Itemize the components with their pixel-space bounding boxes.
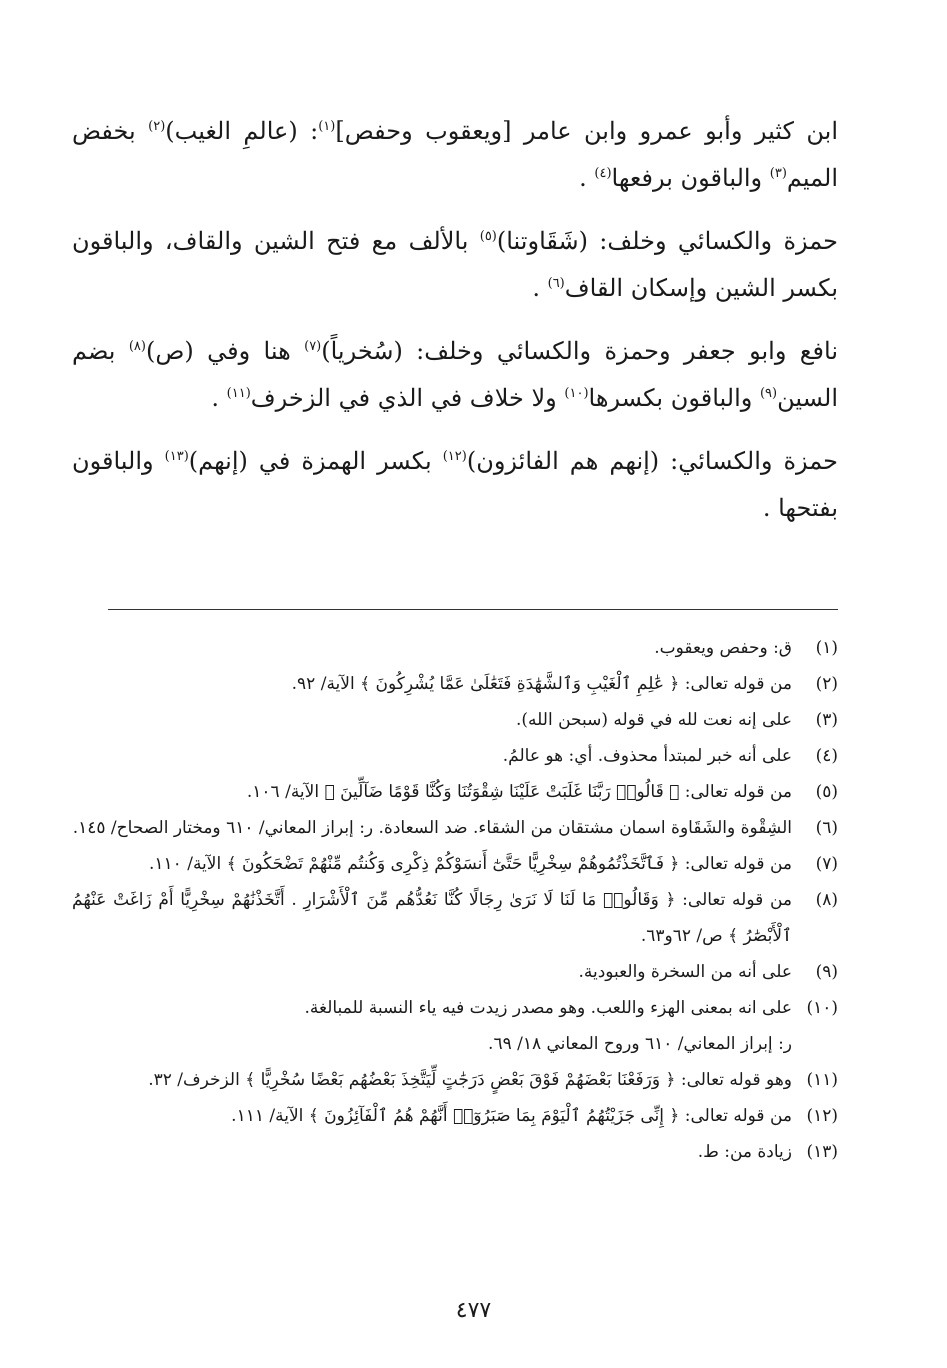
paragraph-text: نافع وابو جعفر وحمزة والكسائي وخلف: (سُخرياً) <box>321 337 839 365</box>
paragraph-text: حمزة والكسائي وخلف: (شَقَاوتنا) <box>496 227 838 255</box>
paragraph-text: والباقون بكسرها <box>588 384 760 412</box>
footnote <box>72 810 838 846</box>
footnote-line: من قوله تعالى: ﴿ إِنِّى جَزَيْتُهُمُ ٱلْيَوْمَ بِمَا صَبَرُوٓا۟ أَنَّهُمْ هُمُ ٱلْفَآئِزُونَ ﴾ الآية/ ١١١. <box>231 1106 792 1126</box>
footnote-reference: (٤) <box>594 166 612 181</box>
footnote-text <box>72 1098 792 1134</box>
footnote <box>72 990 838 1062</box>
footnote-text <box>72 882 792 954</box>
footnote <box>72 774 838 810</box>
footnote-line: من قوله تعالى: ﴿ فَٱتَّخَذْتُمُوهُمْ سِخْرِيًّا حَتَّىٰٓ أَنسَوْكُمْ ذِكْرِى وَكُنتُم مِّنْهُمْ تَضْحَكُونَ ﴾ الآية/ ١١٠. <box>149 854 792 874</box>
footnote-text <box>72 666 792 702</box>
paragraph-text: . <box>532 274 548 302</box>
footnote <box>72 630 838 666</box>
footnote-number: (٧) <box>815 854 838 874</box>
footnote-text <box>72 954 792 990</box>
paragraph-text: ولا خلاف في الذي في الزخرف <box>250 384 565 412</box>
footnote-number: (٨) <box>815 890 838 910</box>
footnote-number: (١٢) <box>806 1106 838 1126</box>
footnote-text <box>72 810 792 846</box>
footnote <box>72 1062 838 1098</box>
paragraph-text: والباقون برفعها <box>611 164 770 192</box>
paragraph-text: . <box>579 164 595 192</box>
footnote-number: (٤) <box>815 746 838 766</box>
footnote <box>72 666 838 702</box>
paragraph-text: ابن كثير وأبو عمرو وابن عامر [ويعقوب وحفص] <box>335 117 839 145</box>
paragraph <box>72 108 838 202</box>
footnote-line: من قوله تعالى: ﴿ وَقَالُوا۟ مَا لَنَا لَا نَرَىٰ رِجَالًا كُنَّا نَعُدُّهُم مِّنَ ٱلْأَشْرَارِ . أَتَّخَذْنَٰهُمْ سِخْرِيًّا أَمْ زَاغَتْ عَنْهُمُ ٱلْأَبْصَٰرُ ﴾ ص/ ٦٢و٦٣. <box>72 890 792 946</box>
footnote-line: وهو قوله تعالى: ﴿ وَرَفَعْنَا بَعْضَهُمْ فَوْقَ بَعْضٍ دَرَجَٰتٍ لِّيَتَّخِذَ بَعْضُهُم بَعْضًا سُخْرِيًّا ﴾ الزخرف/ ٣٢. <box>148 1070 792 1090</box>
paragraph-text: بضم السين <box>72 337 838 412</box>
footnote-line: الشِقْوة والشَقَاوة اسمان مشتقان من الشقاء. ضد السعادة. ر: إبراز المعاني/ ٦١٠ ومختار الصحاح/ ١٤٥. <box>72 818 792 838</box>
paragraph-text: هنا وفي (ص) <box>145 337 305 365</box>
paragraph <box>72 438 838 532</box>
footnote-divider <box>108 609 838 610</box>
footnote-text <box>72 846 792 882</box>
footnote-text <box>72 630 792 666</box>
footnote <box>72 702 838 738</box>
footnote-number: (١٣) <box>806 1142 838 1162</box>
footnote-reference: (١) <box>318 119 336 134</box>
paragraph-text: بخفض الميم <box>72 117 838 192</box>
footnote <box>72 1134 838 1170</box>
footnote-number: (١٠) <box>806 998 838 1018</box>
footnotes-section <box>72 630 838 1170</box>
footnote-reference: (٥) <box>479 229 497 244</box>
footnote <box>72 846 838 882</box>
footnote-reference: (٢) <box>148 119 166 134</box>
footnote-line: ر: إبراز المعاني/ ٦١٠ وروح المعاني ١٨/ ٦٩. <box>488 1034 792 1054</box>
paragraph <box>72 218 838 312</box>
footnote-number: (٥) <box>815 782 838 802</box>
footnote <box>72 882 838 954</box>
footnote-line: زيادة من: ط. <box>697 1142 792 1162</box>
footnote-line: على إنه نعت لله في قوله (سبحن الله). <box>516 710 792 730</box>
paragraph-text: والباقون بفتحها . <box>72 447 838 522</box>
footnote-text <box>72 1134 792 1170</box>
footnote-reference: (٩) <box>759 386 778 401</box>
footnote-line: من قوله تعالى: ﴿ عَٰلِمِ ٱلْغَيْبِ وَٱلشَّهَٰدَةِ فَتَعَٰلَىٰ عَمَّا يُشْرِكُونَ ﴾ الآية/ ٩٢. <box>291 674 792 694</box>
footnote-reference: (١٣) <box>164 449 189 464</box>
paragraph-text: حمزة والكسائي: (إنهم هم الفائزون) <box>466 447 839 475</box>
footnote-reference: (٧) <box>304 339 322 354</box>
footnote-reference: (٨) <box>128 339 146 354</box>
footnote-line: على انه بمعنى الهزء واللعب. وهو مصدر زيدت فيه ياء النسبة للمبالغة. <box>304 998 792 1018</box>
main-text <box>72 108 838 548</box>
footnote-reference: (١٢) <box>442 449 467 464</box>
footnote-text <box>72 990 792 1062</box>
footnote-line: من قوله تعالى: ﴿ قَالُوا۟ رَبَّنَا غَلَبَتْ عَلَيْنَا شِقْوَتُنَا وَكُنَّا قَوْمًا ضَآلِّينَ ﴾ الآية/ ١٠٦. <box>246 782 792 802</box>
footnote-line: ق: وحفص ويعقوب. <box>654 638 792 658</box>
footnote-reference: (٦) <box>547 276 565 291</box>
footnote-reference: (١٠) <box>564 386 589 401</box>
footnote-text <box>72 1062 792 1098</box>
footnote-number: (٦) <box>815 818 838 838</box>
footnote-number: (٢) <box>815 674 838 694</box>
footnote <box>72 1098 838 1134</box>
footnote-reference: (١١) <box>226 386 251 401</box>
paragraph-text: بكسر الهمزة في (إنهم) <box>188 447 443 475</box>
page-number: ٤٧٧ <box>455 1298 492 1323</box>
footnote-text <box>72 738 792 774</box>
footnote-number: (٩) <box>815 962 838 982</box>
footnote-line: على أنه خبر لمبتدأ محذوف. أي: هو عالمُ. <box>502 746 792 766</box>
footnote-number: (١١) <box>806 1070 838 1090</box>
footnote-number: (٣) <box>815 710 838 730</box>
paragraph-text: . <box>211 384 227 412</box>
footnote <box>72 954 838 990</box>
footnote-reference: (٣) <box>769 166 787 181</box>
footnote-line: على أنه من السخرة والعبودية. <box>578 962 792 982</box>
paragraph <box>72 328 838 422</box>
footnote-number: (١) <box>815 638 838 658</box>
paragraph-text: بالألف مع فتح الشين والقاف، والباقون بكسر الشين وإسكان القاف <box>72 227 838 302</box>
footnote <box>72 738 838 774</box>
paragraph-text: : (عالمِ الغيب) <box>165 117 319 145</box>
footnote-text <box>72 774 792 810</box>
footnote-text <box>72 702 792 738</box>
